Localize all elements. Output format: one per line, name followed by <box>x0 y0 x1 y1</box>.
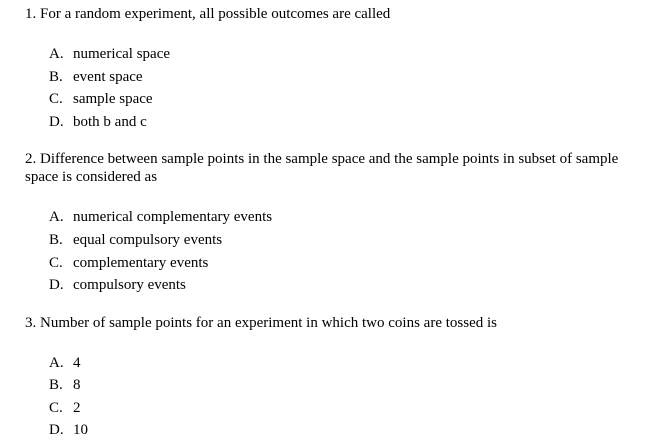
option-1c <box>49 90 153 108</box>
option-3a <box>49 354 81 372</box>
option-letter: D. <box>49 114 64 130</box>
question-2 <box>25 150 625 186</box>
option-text: equal compulsory events <box>73 232 223 248</box>
option-text: numerical complementary events <box>73 209 273 225</box>
option-letter: C. <box>49 255 63 271</box>
option-text: sample space <box>73 91 153 107</box>
question-text: For a random experiment, all possible outcomes are called <box>40 6 391 22</box>
option-3c <box>49 399 81 417</box>
question-1 <box>25 5 625 23</box>
option-letter: A. <box>49 46 64 62</box>
option-text: 10 <box>73 422 88 438</box>
option-letter: B. <box>49 232 63 248</box>
option-1b <box>49 68 143 86</box>
option-text: numerical space <box>73 46 171 62</box>
question-text: Number of sample points for an experiment in which two coins are tossed is <box>40 315 497 331</box>
question-text: Difference between sample points in the sample space and the sample points in subset of sample space is considered as <box>25 151 619 185</box>
option-text: event space <box>73 69 143 85</box>
option-letter: B. <box>49 377 63 393</box>
option-text: 2 <box>73 400 81 416</box>
question-number: 3. <box>25 315 37 331</box>
option-letter: C. <box>49 91 63 107</box>
option-3b <box>49 376 81 394</box>
option-1d <box>49 113 147 131</box>
option-text: compulsory events <box>73 277 186 293</box>
option-text: both b and c <box>73 114 147 130</box>
option-letter: A. <box>49 209 64 225</box>
question-number: 1. <box>25 6 37 22</box>
option-text: 8 <box>73 377 81 393</box>
option-letter: A. <box>49 355 64 371</box>
option-text: 4 <box>73 355 81 371</box>
option-letter: B. <box>49 69 63 85</box>
option-2b <box>49 231 222 249</box>
option-2a <box>49 208 272 226</box>
question-3 <box>25 314 625 332</box>
option-letter: D. <box>49 277 64 293</box>
option-letter: C. <box>49 400 63 416</box>
option-text: complementary events <box>73 255 209 271</box>
question-number: 2. <box>25 151 37 167</box>
option-2c <box>49 254 208 272</box>
option-1a <box>49 45 170 63</box>
option-letter: D. <box>49 422 64 438</box>
option-2d <box>49 276 186 294</box>
option-3d <box>49 421 88 439</box>
